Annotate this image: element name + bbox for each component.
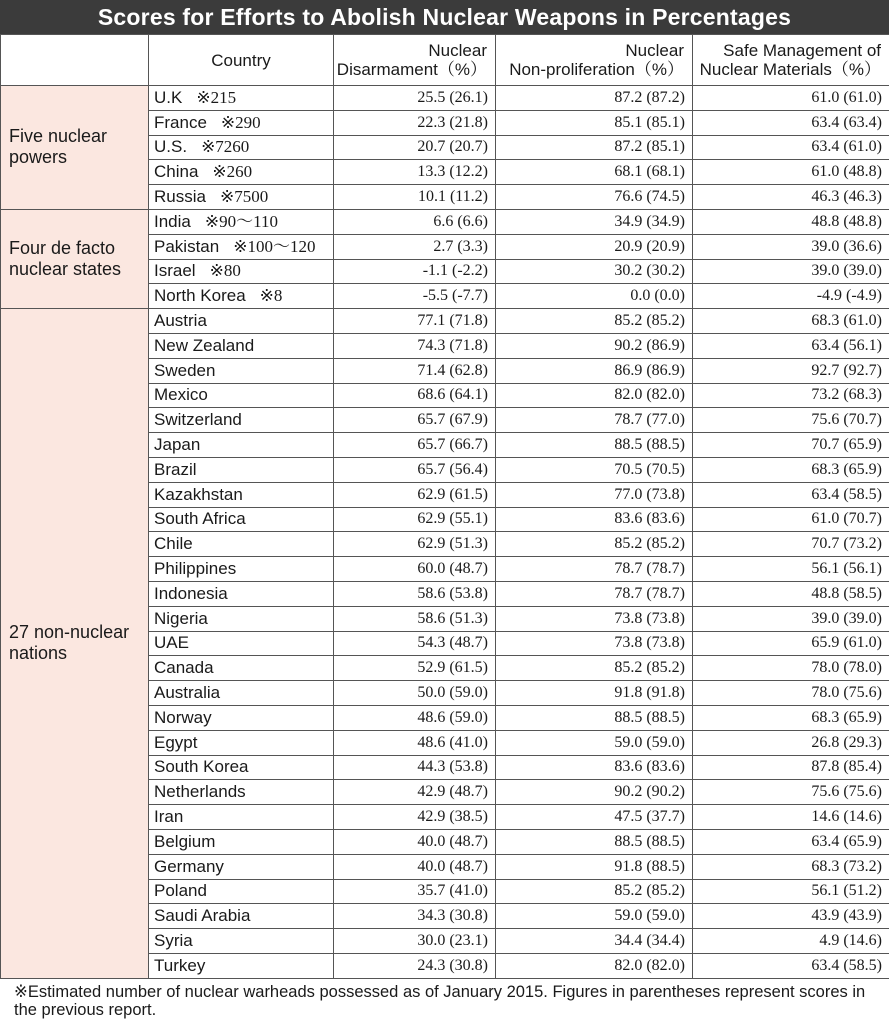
group-label: 27 non-nuclear nations [1, 309, 149, 979]
disarmament-score: 65.7 (67.9) [334, 408, 496, 433]
nonproliferation-score: 90.2 (86.9) [496, 333, 693, 358]
header-nonproliferation [496, 35, 693, 86]
country-cell [149, 879, 334, 904]
disarmament-score: 22.3 (21.8) [334, 110, 496, 135]
country-cell [149, 656, 334, 681]
disarmament-score: 35.7 (41.0) [334, 879, 496, 904]
nonproliferation-score: 30.2 (30.2) [496, 259, 693, 284]
country-name: Philippines [154, 559, 237, 579]
table-body [1, 86, 889, 979]
warhead-count: ※8 [259, 286, 283, 306]
nonproliferation-score: 88.5 (88.5) [496, 433, 693, 458]
country-cell [149, 383, 334, 408]
disarmament-score: -1.1 (-2.2) [334, 259, 496, 284]
country-name: Iran [154, 807, 184, 826]
safe-management-score: 39.0 (39.0) [693, 259, 889, 284]
country-name: Norway [154, 707, 212, 727]
disarmament-score: 2.7 (3.3) [334, 234, 496, 259]
nonproliferation-score: 90.2 (90.2) [496, 780, 693, 805]
country-cell [149, 755, 334, 780]
disarmament-score: 50.0 (59.0) [334, 681, 496, 706]
country-name: Russia [154, 187, 206, 207]
country-name: UAE [154, 633, 189, 653]
country-name: Nigeria [154, 608, 208, 628]
safe-management-score: -4.9 (-4.9) [693, 284, 889, 309]
country-cell [149, 705, 334, 730]
country-name: Japan [154, 435, 201, 455]
table-row [1, 86, 889, 111]
safe-management-score: 70.7 (65.9) [693, 433, 889, 458]
header-disarmament [334, 35, 496, 86]
country-cell [149, 408, 334, 433]
country-cell [149, 581, 334, 606]
country-cell [149, 829, 334, 854]
disarmament-score: 13.3 (12.2) [334, 160, 496, 185]
country-cell [149, 532, 334, 557]
disarmament-score: 54.3 (48.7) [334, 631, 496, 656]
country-cell [149, 185, 334, 210]
safe-management-score: 75.6 (70.7) [693, 408, 889, 433]
country-name: India [154, 211, 191, 231]
disarmament-score: 40.0 (48.7) [334, 829, 496, 854]
disarmament-score: 24.3 (30.8) [334, 953, 496, 978]
header-safe-management [693, 35, 889, 86]
nonproliferation-score: 88.5 (88.5) [496, 829, 693, 854]
safe-management-score: 68.3 (73.2) [693, 854, 889, 879]
warhead-count: ※7500 [219, 187, 269, 207]
safe-management-score: 48.8 (58.5) [693, 581, 889, 606]
nonproliferation-score: 34.9 (34.9) [496, 209, 693, 234]
country-name: Mexico [154, 385, 208, 405]
safe-management-score: 56.1 (51.2) [693, 879, 889, 904]
country-name: New Zealand [154, 335, 255, 355]
disarmament-score: 30.0 (23.1) [334, 929, 496, 954]
country-name: North Korea [154, 286, 246, 306]
group-label: Five nuclear powers [1, 86, 149, 210]
nonproliferation-score: 0.0 (0.0) [496, 284, 693, 309]
table-row [1, 209, 889, 234]
disarmament-score: 25.5 (26.1) [334, 86, 496, 111]
nonproliferation-score: 47.5 (37.7) [496, 805, 693, 830]
safe-management-score: 4.9 (14.6) [693, 929, 889, 954]
nonproliferation-score: 20.9 (20.9) [496, 234, 693, 259]
country-cell [149, 160, 334, 185]
safe-management-score: 75.6 (75.6) [693, 780, 889, 805]
country-name: Kazakhstan [154, 484, 243, 504]
country-name: Belgium [154, 831, 216, 851]
disarmament-score: 48.6 (59.0) [334, 705, 496, 730]
country-cell [149, 209, 334, 234]
safe-management-score: 63.4 (63.4) [693, 110, 889, 135]
country-name: Germany [154, 856, 224, 876]
disarmament-score: 42.9 (48.7) [334, 780, 496, 805]
disarmament-score: 65.7 (56.4) [334, 457, 496, 482]
header-nonproliferation-line2: Non-proliferation（%） [509, 60, 684, 79]
disarmament-score: 34.3 (30.8) [334, 904, 496, 929]
safe-management-score: 63.4 (58.5) [693, 953, 889, 978]
group-label: Four de facto nuclear states [1, 209, 149, 308]
country-cell [149, 284, 334, 309]
disarmament-score: 62.9 (55.1) [334, 507, 496, 532]
country-cell [149, 309, 334, 334]
country-cell [149, 606, 334, 631]
disarmament-score: 74.3 (71.8) [334, 333, 496, 358]
warhead-count: ※215 [196, 87, 237, 107]
country-name: U.K [154, 87, 183, 107]
warhead-count: ※100～120 [233, 236, 316, 256]
nonproliferation-score: 78.7 (77.0) [496, 408, 693, 433]
nonproliferation-score: 59.0 (59.0) [496, 730, 693, 755]
disarmament-score: 71.4 (62.8) [334, 358, 496, 383]
warhead-count: ※80 [209, 261, 241, 281]
country-name: Turkey [154, 955, 206, 975]
country-cell [149, 780, 334, 805]
country-cell [149, 482, 334, 507]
disarmament-score: 42.9 (38.5) [334, 805, 496, 830]
safe-management-score: 14.6 (14.6) [693, 805, 889, 830]
country-name: Canada [154, 658, 214, 678]
disarmament-score: 62.9 (61.5) [334, 482, 496, 507]
disarmament-score: 60.0 (48.7) [334, 557, 496, 582]
safe-management-score: 63.4 (65.9) [693, 829, 889, 854]
country-cell [149, 507, 334, 532]
disarmament-score: 20.7 (20.7) [334, 135, 496, 160]
header-row [1, 35, 889, 86]
safe-management-score: 61.0 (70.7) [693, 507, 889, 532]
country-name: Chile [154, 534, 193, 554]
country-name: Netherlands [154, 782, 246, 802]
safe-management-score: 70.7 (73.2) [693, 532, 889, 557]
header-nonproliferation-line1: Nuclear [625, 41, 684, 60]
nonproliferation-score: 85.2 (85.2) [496, 309, 693, 334]
header-safe-management-line2: Nuclear Materials（%） [699, 60, 881, 79]
header-group-cell [1, 35, 149, 86]
disarmament-score: 44.3 (53.8) [334, 755, 496, 780]
country-cell [149, 457, 334, 482]
country-name: Sweden [154, 360, 216, 380]
country-cell [149, 433, 334, 458]
country-name: Israel [154, 261, 196, 281]
safe-management-score: 43.9 (43.9) [693, 904, 889, 929]
country-cell [149, 631, 334, 656]
country-cell [149, 681, 334, 706]
country-cell [149, 135, 334, 160]
country-cell [149, 854, 334, 879]
country-name: Saudi Arabia [154, 906, 251, 926]
safe-management-score: 92.7 (92.7) [693, 358, 889, 383]
safe-management-score: 63.4 (61.0) [693, 135, 889, 160]
nonproliferation-score: 91.8 (88.5) [496, 854, 693, 879]
disarmament-score: 10.1 (11.2) [334, 185, 496, 210]
safe-management-score: 26.8 (29.3) [693, 730, 889, 755]
header-disarmament-line2: Disarmament（%） [336, 60, 487, 79]
safe-management-score: 73.2 (68.3) [693, 383, 889, 408]
country-name: Brazil [154, 459, 197, 479]
country-cell [149, 358, 334, 383]
disarmament-score: 77.1 (71.8) [334, 309, 496, 334]
footnote: ※Estimated number of nuclear warheads possessed as of January 2015. Figures in parentheses represent scores in the previous report. [14, 983, 866, 1019]
nonproliferation-score: 78.7 (78.7) [496, 557, 693, 582]
warhead-count: ※90～110 [204, 211, 278, 231]
country-cell [149, 234, 334, 259]
disarmament-score: 68.6 (64.1) [334, 383, 496, 408]
nonproliferation-score: 86.9 (86.9) [496, 358, 693, 383]
country-cell [149, 110, 334, 135]
header-safe-management-line1: Safe Management of [723, 41, 881, 60]
safe-management-score: 61.0 (48.8) [693, 160, 889, 185]
disarmament-score: 6.6 (6.6) [334, 209, 496, 234]
country-cell [149, 557, 334, 582]
country-name: Indonesia [154, 583, 228, 603]
nonproliferation-score: 34.4 (34.4) [496, 929, 693, 954]
disarmament-score: 40.0 (48.7) [334, 854, 496, 879]
disarmament-score: 65.7 (66.7) [334, 433, 496, 458]
nonproliferation-score: 68.1 (68.1) [496, 160, 693, 185]
scores-table [0, 34, 889, 979]
country-name: Egypt [154, 732, 198, 752]
nonproliferation-score: 78.7 (78.7) [496, 581, 693, 606]
country-cell [149, 953, 334, 978]
country-cell [149, 904, 334, 929]
safe-management-score: 48.8 (48.8) [693, 209, 889, 234]
country-name: Poland [154, 881, 207, 901]
nonproliferation-score: 82.0 (82.0) [496, 383, 693, 408]
safe-management-score: 65.9 (61.0) [693, 631, 889, 656]
nonproliferation-score: 91.8 (91.8) [496, 681, 693, 706]
disarmament-score: 62.9 (51.3) [334, 532, 496, 557]
safe-management-score: 68.3 (65.9) [693, 457, 889, 482]
country-cell [149, 730, 334, 755]
table-row [1, 309, 889, 334]
safe-management-score: 63.4 (56.1) [693, 333, 889, 358]
country-cell [149, 929, 334, 954]
safe-management-score: 46.3 (46.3) [693, 185, 889, 210]
warhead-count: ※260 [212, 162, 253, 182]
nonproliferation-score: 73.8 (73.8) [496, 631, 693, 656]
safe-management-score: 39.0 (39.0) [693, 606, 889, 631]
nonproliferation-score: 85.2 (85.2) [496, 532, 693, 557]
country-name: Syria [154, 930, 193, 950]
header-country: Country [149, 35, 334, 86]
nonproliferation-score: 83.6 (83.6) [496, 755, 693, 780]
nonproliferation-score: 77.0 (73.8) [496, 482, 693, 507]
country-cell [149, 333, 334, 358]
country-name: South Africa [154, 509, 246, 529]
safe-management-score: 78.0 (78.0) [693, 656, 889, 681]
nonproliferation-score: 83.6 (83.6) [496, 507, 693, 532]
nonproliferation-score: 88.5 (88.5) [496, 705, 693, 730]
nonproliferation-score: 85.1 (85.1) [496, 110, 693, 135]
country-name: U.S. [154, 137, 188, 157]
warhead-count: ※7260 [201, 137, 250, 157]
country-name: South Korea [154, 757, 249, 777]
disarmament-score: 58.6 (53.8) [334, 581, 496, 606]
page-title: Scores for Efforts to Abolish Nuclear Weapons in Percentages [0, 0, 889, 34]
country-cell [149, 259, 334, 284]
country-name: Australia [154, 683, 221, 703]
nonproliferation-score: 85.2 (85.2) [496, 879, 693, 904]
country-name: Switzerland [154, 410, 242, 430]
nonproliferation-score: 87.2 (87.2) [496, 86, 693, 111]
warhead-count: ※290 [220, 112, 261, 132]
nonproliferation-score: 85.2 (85.2) [496, 656, 693, 681]
country-name: France [154, 112, 207, 132]
safe-management-score: 56.1 (56.1) [693, 557, 889, 582]
country-name: Pakistan [154, 236, 220, 256]
country-cell [149, 86, 334, 111]
nonproliferation-score: 76.6 (74.5) [496, 185, 693, 210]
disarmament-score: -5.5 (-7.7) [334, 284, 496, 309]
country-name: Austria [154, 311, 207, 331]
safe-management-score: 87.8 (85.4) [693, 755, 889, 780]
country-name: China [154, 162, 199, 182]
safe-management-score: 68.3 (61.0) [693, 309, 889, 334]
safe-management-score: 68.3 (65.9) [693, 705, 889, 730]
header-disarmament-line1: Nuclear [428, 41, 487, 60]
nonproliferation-score: 70.5 (70.5) [496, 457, 693, 482]
nonproliferation-score: 73.8 (73.8) [496, 606, 693, 631]
nonproliferation-score: 59.0 (59.0) [496, 904, 693, 929]
safe-management-score: 61.0 (61.0) [693, 86, 889, 111]
safe-management-score: 63.4 (58.5) [693, 482, 889, 507]
disarmament-score: 58.6 (51.3) [334, 606, 496, 631]
country-cell [149, 805, 334, 830]
nonproliferation-score: 82.0 (82.0) [496, 953, 693, 978]
nonproliferation-score: 87.2 (85.1) [496, 135, 693, 160]
safe-management-score: 39.0 (36.6) [693, 234, 889, 259]
safe-management-score: 78.0 (75.6) [693, 681, 889, 706]
disarmament-score: 48.6 (41.0) [334, 730, 496, 755]
disarmament-score: 52.9 (61.5) [334, 656, 496, 681]
